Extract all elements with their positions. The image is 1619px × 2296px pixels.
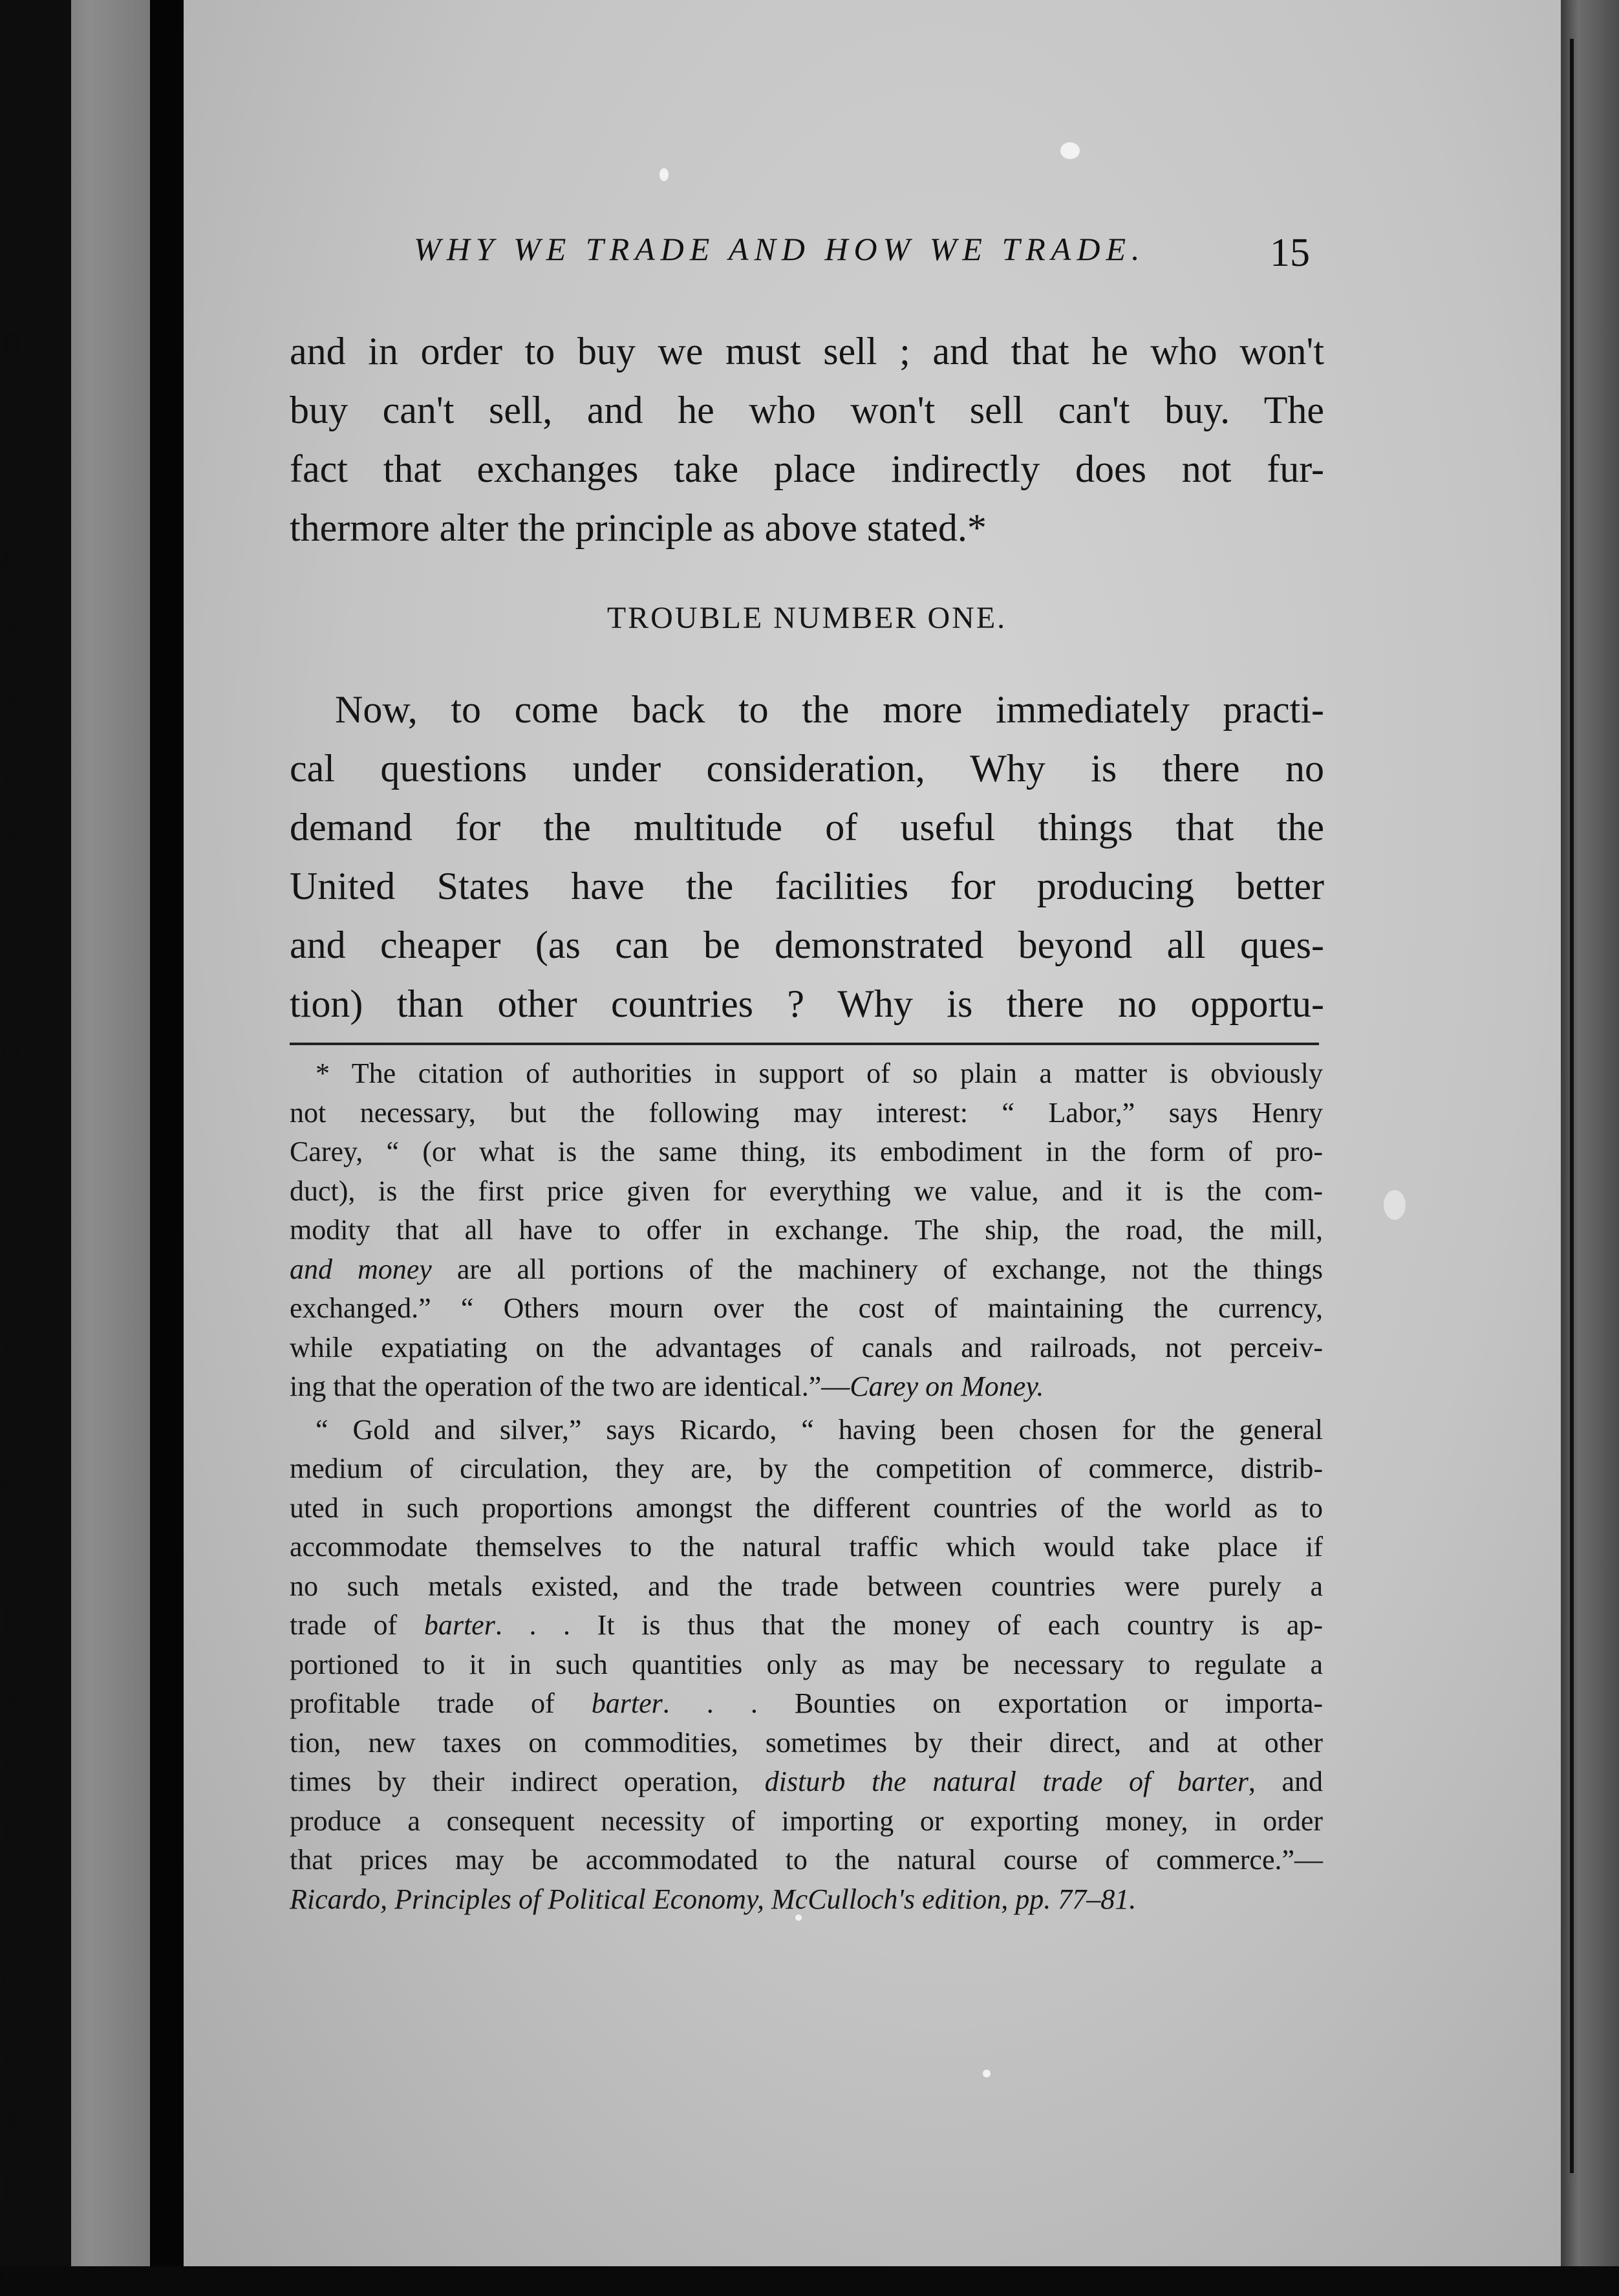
left-fragment: s (1, 1669, 17, 1713)
book-gutter (150, 0, 184, 2266)
left-fragment: - (1, 1527, 15, 1571)
page-number: 15 (1270, 231, 1310, 275)
left-fragment: , (1, 460, 12, 504)
left-fragment: , (1, 1242, 12, 1286)
footnote-line: tion, new taxes on commodities, sometimes by their direct, and at other (290, 1726, 1323, 1759)
body-line: United States have the facilities for producing better (290, 865, 1324, 907)
footnote-line: modity that all have to offer in exchange. The ship, the road, the mill, (290, 1214, 1323, 1246)
footnote-text: , and (1248, 1766, 1324, 1797)
scan-speck (1060, 142, 1080, 159)
italic-word: barter (424, 1609, 495, 1641)
left-fragment: e (1, 887, 19, 931)
body-line: tion) than other countries ? Why is there no opportu- (290, 982, 1324, 1025)
left-fragment: l (1, 1812, 13, 1856)
body-line: Now, to come back to the more immediately practi- (335, 688, 1324, 731)
footnote-line: duct), is the first price given for everything we value, and it is the com- (290, 1175, 1323, 1207)
footnote-line: medium of circulation, they are, by the competition of commerce, distrib- (290, 1453, 1323, 1484)
left-fragment: n (1, 318, 21, 362)
left-fragment: - (1, 1100, 15, 1144)
citation-source: Ricardo, Principles of Political Economy, McCulloch's edition, pp. 77–81. (290, 1883, 1137, 1915)
left-fragment: e (1, 389, 19, 433)
footnote-line: accommodate themselves to the natural traffic which would take place if (290, 1531, 1323, 1563)
footnote-line: * The citation of authorities in support of so plain a matter is obviously (316, 1057, 1323, 1089)
footnote-line (290, 1880, 1323, 1920)
running-head: WHY WE TRADE AND HOW WE TRADE. (414, 231, 1146, 267)
footnote-text: times by their indirect operation, (290, 1766, 738, 1797)
left-fragment: a (1, 2096, 19, 2140)
citation-source: Carey on Money. (850, 1370, 1044, 1402)
left-fragment: f (1, 1598, 15, 1642)
body-line: and in order to buy we must sell ; and that he who won't (290, 330, 1324, 373)
italic-phrase: disturb the natural trade of barter (764, 1766, 1249, 1797)
left-fragment: i (1, 1740, 13, 1784)
scan-speck (1384, 1190, 1406, 1220)
left-fragment: r (1, 531, 15, 575)
body-line: and cheaper (as can be demonstrated beyond all ques- (290, 924, 1324, 966)
scan-speck (983, 2070, 991, 2077)
italic-phrase: and money (290, 1253, 432, 1285)
footnote-rule (290, 1043, 1319, 1045)
footnote-line (290, 1250, 1323, 1290)
left-fragment: , (1, 2238, 12, 2282)
left-fragment: e (1, 1954, 19, 1998)
footnote-text: . . . Bounties on exportation or importa- (662, 1687, 1324, 1719)
left-fragment: - (1, 1385, 15, 1429)
footnote-text: profitable trade of (290, 1687, 555, 1719)
body-paragraph-2 (290, 680, 1324, 1034)
footnote-line: no such metals existed, and the trade between countries were purely a (290, 1570, 1323, 1602)
footnote-line (290, 1367, 1323, 1407)
left-fragment: a (1, 816, 19, 860)
left-fragment: e (1, 1456, 19, 1500)
footnote-line: that prices may be accommodated to the natural course of commerce.”— (290, 1844, 1323, 1876)
section-heading: TROUBLE NUMBER ONE. (606, 601, 1007, 635)
footnote-line (290, 1762, 1323, 1802)
left-fragment: , (1, 958, 12, 1002)
left-fragment: o (1, 1029, 21, 1073)
footnote-line: uted in such proportions amongst the different countries of the world as to (290, 1491, 1323, 1524)
body-line: buy can't sell, and he who won't sell can't buy. The (290, 389, 1324, 431)
body-paragraph-1 (290, 322, 1324, 558)
scan-speck (659, 168, 669, 181)
body-line: demand for the multitude of useful things that the (290, 806, 1324, 849)
footnote-line: produce a consequent necessity of importing or exporting money, in order (290, 1804, 1323, 1837)
left-fragment: - (1, 1883, 15, 1927)
left-page-text-fragments (0, 304, 27, 2296)
footnote-text: . . . It is thus that the money of each country is ap- (495, 1609, 1324, 1641)
body-line: thermore alter the principle as above stated.* (290, 506, 987, 549)
left-fragment: , (1, 744, 12, 788)
footnote-text: ing that the operation of the two are identical.”— (290, 1370, 850, 1402)
left-fragment: a (1, 602, 19, 646)
scan-speck (795, 1914, 802, 1921)
body-line: fact that exchanges take place indirectly does not fur- (290, 448, 1324, 490)
footnote-line: Carey, “ (or what is the same thing, its embodiment in the form of pro- (290, 1136, 1323, 1167)
footnote-text: trade of (290, 1609, 398, 1641)
left-fragment: , (1, 1314, 12, 1358)
footnote (290, 1054, 1323, 1919)
footnote-line: portioned to it in such quantities only as may be necessary to regulate a (290, 1648, 1323, 1680)
footnote-line: “ Gold and silver,” says Ricardo, “ having been chosen for the general (316, 1413, 1323, 1446)
footnote-line (290, 1606, 1323, 1645)
footnote-text: are all portions of the machinery of exchange, not the things (456, 1253, 1323, 1285)
footnote-line: not necessary, but the following may interest: “ Labor,” says Henry (290, 1096, 1323, 1129)
left-fragment: l (1, 2167, 13, 2211)
footnote-line: while expatiating on the advantages of canals and railroads, not perceiv- (290, 1331, 1323, 1363)
right-scan-border (1570, 39, 1574, 2173)
left-fragment: - (1, 1171, 15, 1215)
left-fragment: , (1, 2025, 12, 2069)
italic-word: barter (591, 1687, 663, 1719)
footnote-line: exchanged.” “ Others mourn over the cost of maintaining the currency, (290, 1292, 1323, 1324)
footnote-line (290, 1684, 1323, 1724)
left-fragment: s (1, 673, 17, 717)
body-line: cal questions under consideration, Why is there no (290, 747, 1324, 790)
